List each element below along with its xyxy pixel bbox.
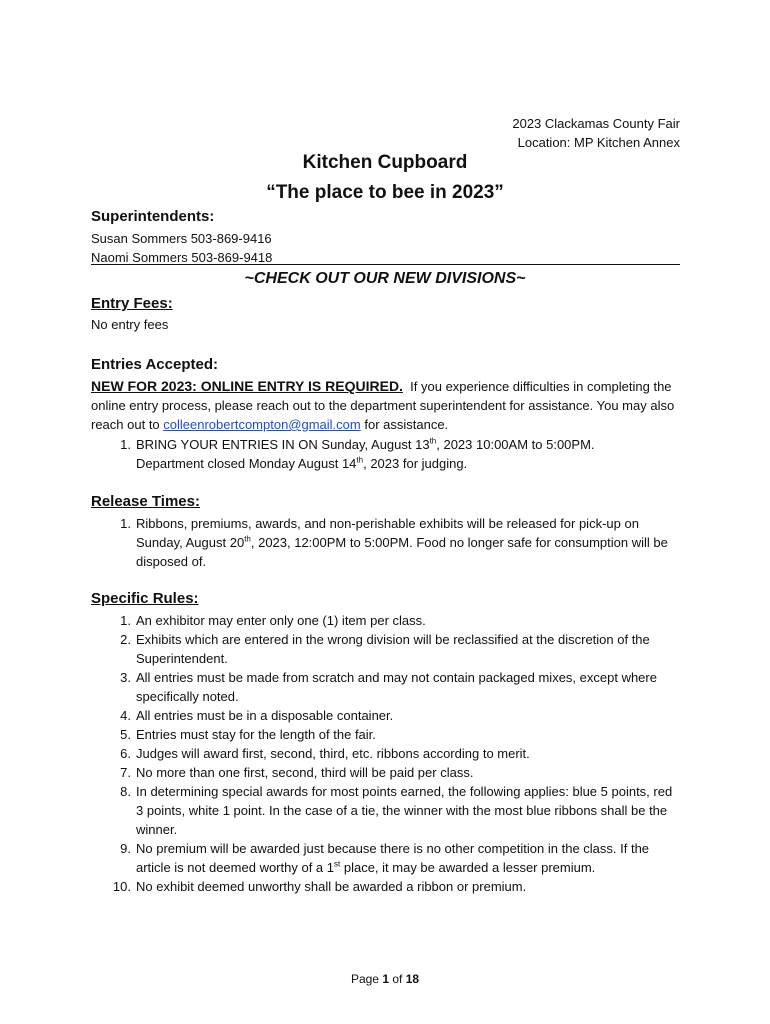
list-item: 4. All entries must be in a disposable container. (120, 708, 394, 723)
list-item: 2. Exhibits which are entered in the wrong division will be reclassified at the discretion of the Superintendent. (120, 632, 650, 666)
list-item: 6. Judges will award first, second, third, etc. ribbons according to merit. (120, 746, 530, 761)
specific-rules-heading: Specific Rules: (91, 590, 199, 607)
entries-accepted-paragraph (91, 377, 681, 434)
superintendent-1: Susan Sommers 503-869-9416 (91, 231, 272, 246)
entries-text-end: for assistance. (364, 417, 449, 432)
entries-accepted-heading: Entries Accepted: (91, 356, 218, 373)
fair-location: Location: MP Kitchen Annex (517, 135, 680, 150)
superintendent-2: Naomi Sommers 503-869-9418 (91, 250, 273, 265)
entry-fees-heading: Entry Fees: (91, 295, 173, 312)
new-divisions-announcement: ~CHECK OUT OUR NEW DIVISIONS~ (244, 270, 526, 287)
list-item: 1. BRING YOUR ENTRIES IN ON Sunday, August 13th, 2023 10:00AM to 5:00PM. Department closed Monday August 14th, 2023 for judging. (120, 436, 595, 471)
entry-fees-text: No entry fees (91, 317, 169, 332)
page-word: Page (350, 972, 379, 986)
of-word: of (392, 972, 403, 986)
list-item: 5. Entries must stay for the length of the fair. (120, 727, 376, 742)
entries-list (91, 435, 681, 473)
list-item: 7. No more than one first, second, third will be paid per class. (120, 765, 474, 780)
list-item: 10. No exhibit deemed unworthy shall be awarded a ribbon or premium. (112, 879, 527, 894)
fair-name: 2023 Clackamas County Fair (512, 116, 680, 131)
list-item: 9. No premium will be awarded just because there is no other competition in the class. If the article is not deemed worthy of a 1st place, it may be awarded a lesser premium. (120, 841, 650, 875)
list-item: 1. An exhibitor may enter only one (1) item per class. (120, 613, 426, 628)
online-entry-notice: NEW FOR 2023: ONLINE ENTRY IS REQUIRED. (91, 378, 403, 394)
list-item: 3. All entries must be made from scratch and may not contain packaged mixes, except where specifically noted. (120, 670, 657, 704)
release-list (91, 514, 681, 571)
email-link[interactable]: colleenrobertcompton@gmail.com (163, 417, 361, 432)
department-slogan: “The place to bee in 2023” (266, 182, 504, 203)
page-footer (0, 972, 770, 986)
entries-text: If you experience difficulties in completing the online entry process, please reach out to the department superintendent for assistance. You may also reach out to (91, 379, 675, 432)
fair-info (512, 114, 680, 152)
list-item: 1. Ribbons, premiums, awards, and non-perishable exhibits will be released for pick-up on Sunday, August 20th, 2023, 12:00PM to 5:00PM. Food no longer safe for consumption will be disposed of. (120, 516, 668, 569)
list-item: 8. In determining special awards for most points earned, the following applies: blue 5 points, red 3 points, white 1 point. In the case of a tie, the winner with the most blue ribbons shall be the winner. (120, 784, 673, 837)
separator-line (91, 264, 680, 265)
department-title: Kitchen Cupboard (302, 152, 468, 173)
superintendents-label: Superintendents: (91, 208, 215, 225)
release-times-heading: Release Times: (91, 493, 200, 510)
rules-list (91, 611, 681, 896)
page-current: 1 (382, 972, 389, 986)
page-total: 18 (405, 972, 420, 986)
